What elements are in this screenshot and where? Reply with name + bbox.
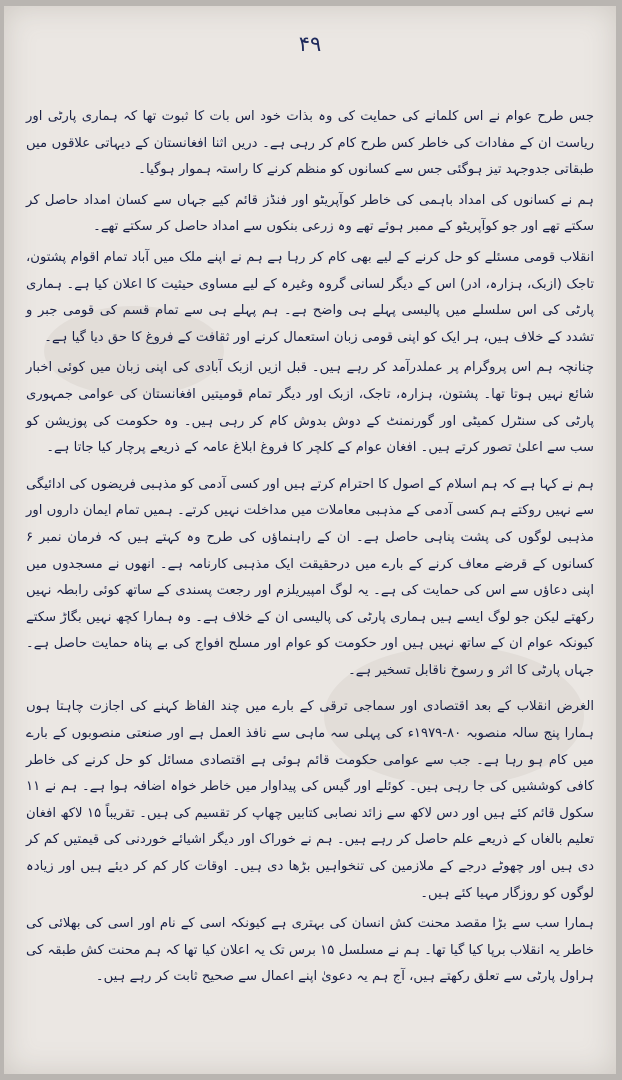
body-text xyxy=(26,104,594,995)
paragraph-3: انقلاب قومی مسئلے کو حل کرنے کے لیے بھی کام کر رہا ہے ہم نے اپنے ملک میں آباد تمام اقوام پشتون، تاجک (ازبک، ہزارہ، ادر) اس کے دیگر لسانی گروہ وغیرہ کے لیے مساوی حیثیت کا اعلان کیا ہے۔ ہماری پارٹی کی اس سلسلے میں پالیسی پہلے ہی واضح ہے۔ ہم پہلے ہی سے تمام قسم کی قومی جبر و تشدد کے خلاف ہیں، ہر ایک کو اپنی قومی زبان استعمال کرنے اور ثقافت کے فروغ کا حق دیا گیا ہے۔ xyxy=(26,249,594,345)
paragraph-7: ہمارا سب سے بڑا مقصد محنت کش انسان کی بہتری ہے کیونکہ اسی کے نام اور اسی کی بھلائی کی خاطر یہ انقلاب برپا کیا گیا تھا۔ ہم نے مسلسل ۱۵ برس تک یہ اعلان کیا تھا کہ ہم محنت کش طبقہ کی ہراول پارٹی سے تعلق رکھتے ہیں، آج ہم یہ دعویٰ اپنے اعمال سے صحیح ثابت کر رہے ہیں۔ xyxy=(26,916,594,985)
paragraph-1: جس طرح عوام نے اس کلمانے کی حمایت کی وہ بذات خود اس بات کا ثبوت تھا کہ ہماری پارٹی اور ریاست ان کے مفادات کی خاطر کس طرح کام کر رہی ہے۔ دریں اثنا افغانستان کے دیہاتی علاقوں میں طبقاتی جدوجہد تیز ہوگئی جس سے کسانوں کو منظم کرنے کا راستہ ہموار ہوگیا۔ xyxy=(26,109,594,178)
paragraph-6: الغرض انقلاب کے بعد اقتصادی اور سماجی ترقی کے بارے میں چند الفاظ کہنے کی اجازت چاہتا ہوں ہمارا پنج سالہ منصوبہ ۸۰-۱۹۷۹ء کی پہلی سہ ماہی سے نافذ العمل ہے اور صنعتی منصوبوں کے بارے میں کام ہو رہا ہے۔ جب سے عوامی حکومت قائم ہوئی ہے اقتصادی مسائل کو حل کرنے کی خاطر کافی کوششیں کی جا رہی ہیں۔ کوئلے اور گیس کی پیداوار میں خاطر خواہ اضافہ ہوا ہے۔ ہم نے ۱۱ سکول قائم کئے ہیں اور دس لاکھ سے زائد نصابی کتابیں چھاپ کر تقسیم کی ہیں۔ تقریباً ۱۵ لاکھ افغان تعلیم بالغاں کے ذریعے علم حاصل کر رہے ہیں۔ ہم نے خوراک اور دیگر اشیائے خوردنی کی قیمتیں کم کر دی ہیں اور چھوٹے درجے کے ملازمین کی تنخواہیں بڑھا دی ہیں۔ اوقات کار کم کر دیئے ہیں اور زیادہ لوگوں کو روزگار مہیا کئے ہیں۔ xyxy=(26,699,594,901)
paragraph-4: چنانچہ ہم اس پروگرام پر عملدرآمد کر رہے ہیں۔ قبل ازیں ازبک آبادی کی اپنی زبان میں کوئی اخبار شائع نہیں ہوتا تھا۔ پشتون، ہزارہ، تاجک، ازبک اور دیگر تمام قومیتیں افغانستان کی عوامی جمہوری پارٹی کی سنٹرل کمیٹی اور گورنمنٹ کے دوش بدوش کام کر رہی ہیں۔ وہ حکومت کی پوزیشن کو سب سے اعلیٰ تصور کرتے ہیں۔ افغان عوام کے کلچر کا فروغ ابلاغ عامہ کے ذریعے پرچار کیا جاتا ہے۔ xyxy=(26,360,594,456)
paragraph-2: ہم نے کسانوں کی امداد باہمی کی خاطر کوآپریٹو اور فنڈز قائم کیے جہاں سے کسان امداد حاصل کر سکتے تھے اور جو کوآپریٹو کے ممبر ہوئے تھے وہ زرعی بنکوں سے امداد حاصل کر سکتے تھے۔ xyxy=(26,192,594,235)
book-page xyxy=(4,6,616,1074)
page-number: ۴۹ xyxy=(298,32,322,56)
paragraph-5: ہم نے کہا ہے کہ ہم اسلام کے اصول کا احترام کرتے ہیں اور کسی آدمی کو مذہبی فریضوں کی ادائیگی سے نہیں روکتے ہم کسی آدمی کے مذہبی معاملات میں مداخلت نہیں کرتے۔ ہمیں تمام ایمان داروں اور مذہبی لوگوں کی پشت پناہی حاصل ہے۔ ان کے راہنماؤں کی طرح وہ کہتے ہیں کہ فرمان نمبر ۶ کسانوں کے قرضے معاف کرنے کے بارے میں درحقیقت ایک مذہبی کارنامہ ہے۔ انھوں نے مسجدوں میں اپنی دعاؤں سے اس کی حمایت کی ہے۔ یہ لوگ امپیریلزم اور رجعت پسندی کے ساتھ کوئی رابطہ نہیں رکھتے لیکن جو لوگ ایسے ہیں ہماری پارٹی کی پالیسی ان کے خلاف ہے۔ وہ ہمارا کچھ نہیں بگاڑ سکتے کیونکہ عوام ان کے ساتھ نہیں ہیں اور حکومت کو عوام اور مسلح افواج کی بے پناہ حمایت حاصل ہے۔ جہاں پارٹی کا اثر و رسوخ ناقابل تسخیر ہے۔ xyxy=(25,476,594,678)
